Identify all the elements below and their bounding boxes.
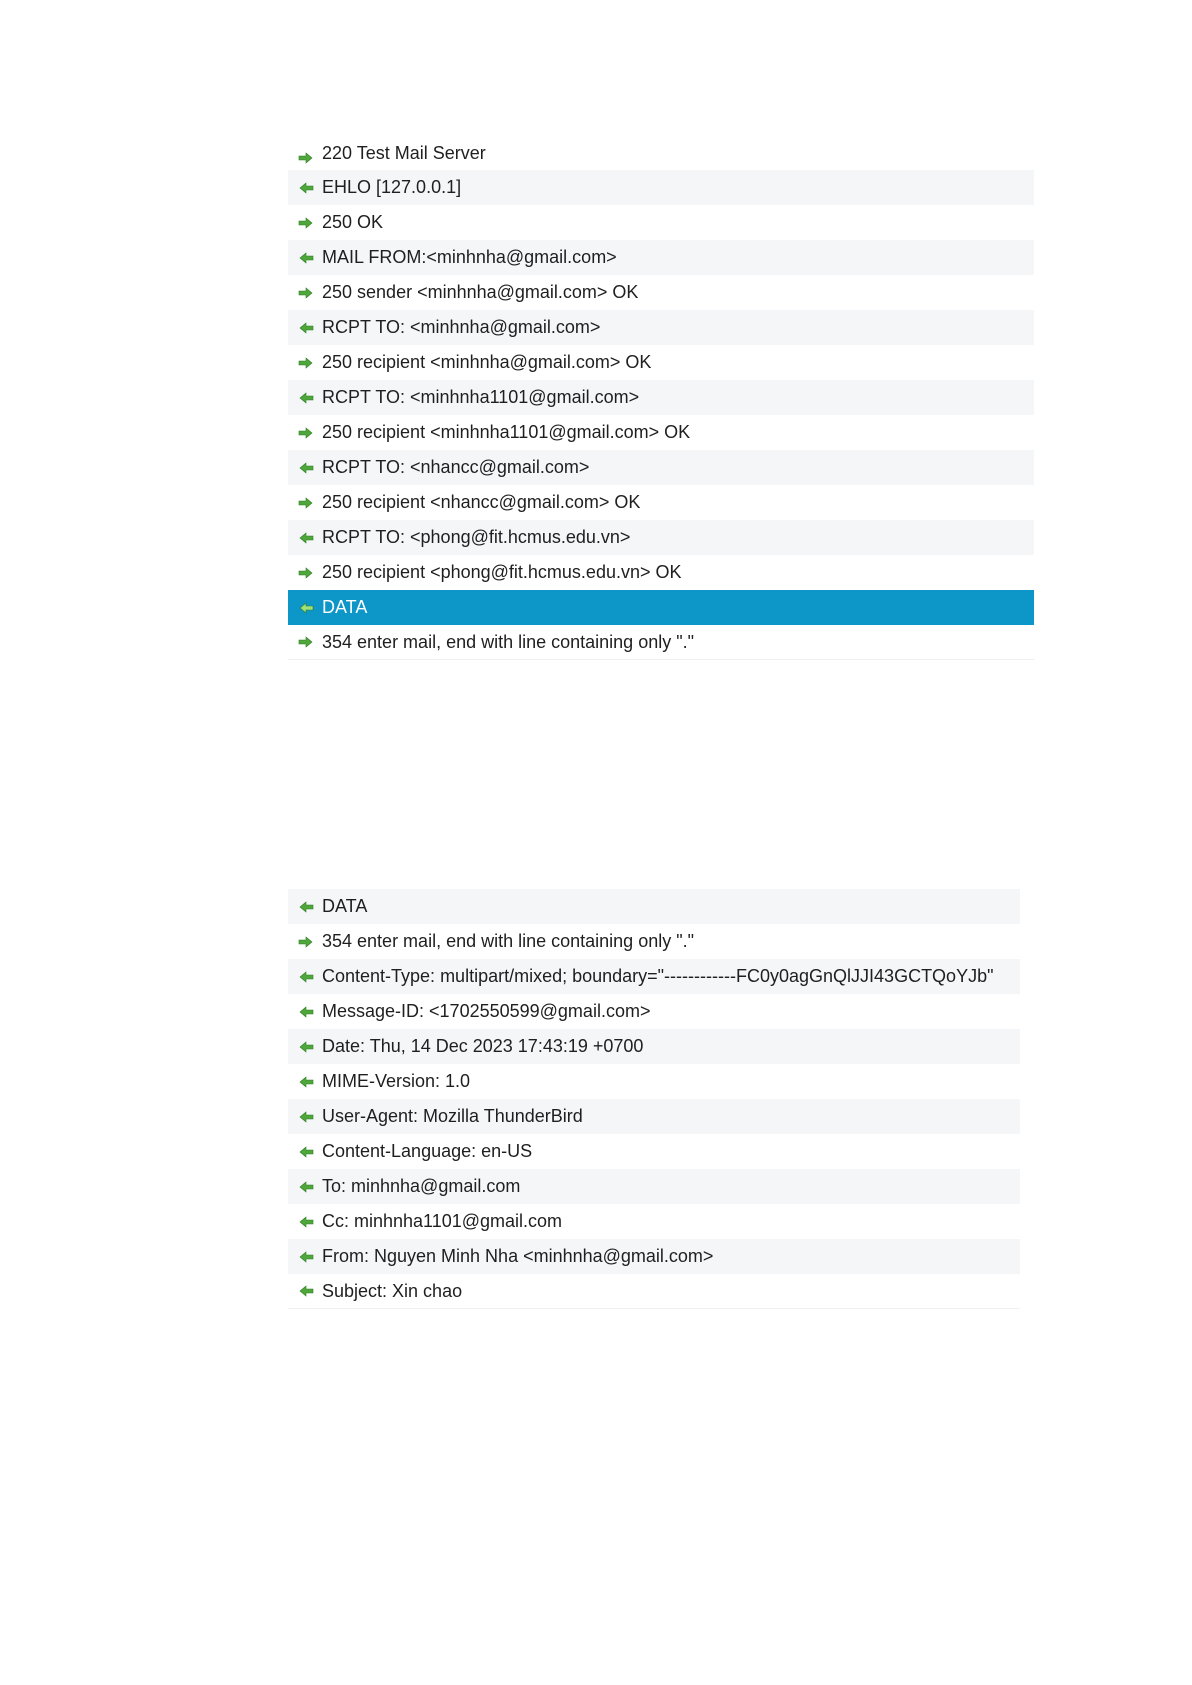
- log-entry-text: RCPT TO: <nhancc@gmail.com>: [322, 457, 590, 477]
- log-entry-text: From: Nguyen Minh Nha <minhnha@gmail.com>: [322, 1246, 714, 1266]
- log-entry-text: Cc: minhnha1101@gmail.com: [322, 1211, 563, 1231]
- log-entry-text: DATA: [322, 896, 368, 916]
- arrow-left-icon: [298, 1181, 314, 1193]
- log-entry-text: RCPT TO: <minhnha@gmail.com>: [322, 317, 601, 337]
- log-entry-text: EHLO [127.0.0.1]: [322, 177, 462, 197]
- arrow-right-icon: [298, 567, 314, 579]
- log-entry[interactable]: [288, 1274, 1020, 1309]
- log-entry[interactable]: [288, 345, 1034, 380]
- log-entry-text: 250 recipient <minhnha@gmail.com> OK: [322, 352, 652, 372]
- log-entry-selected[interactable]: [288, 590, 1034, 625]
- log-entry[interactable]: [288, 555, 1034, 590]
- arrow-left-icon: [298, 901, 314, 913]
- arrow-left-icon: [298, 1285, 314, 1297]
- arrow-right-icon: [298, 497, 314, 509]
- arrow-left-icon: [298, 392, 314, 404]
- smtp-log-bottom: [288, 889, 1020, 1309]
- arrow-left-icon: [298, 462, 314, 474]
- log-entry[interactable]: [288, 889, 1020, 924]
- arrow-left-icon: [298, 182, 314, 194]
- log-entry-text: 250 recipient <minhnha1101@gmail.com> OK: [322, 422, 691, 442]
- log-entry[interactable]: [288, 1169, 1020, 1204]
- log-entry-text: RCPT TO: <minhnha1101@gmail.com>: [322, 387, 640, 407]
- arrow-right-icon: [298, 287, 314, 299]
- arrow-right-icon: [298, 357, 314, 369]
- log-entry-text: 354 enter mail, end with line containing only ".": [322, 931, 694, 951]
- arrow-right-icon: [298, 427, 314, 439]
- log-entry[interactable]: [288, 485, 1034, 520]
- arrow-left-icon: [298, 1041, 314, 1053]
- log-entry-text: DATA: [322, 597, 368, 617]
- arrow-right-icon: [298, 217, 314, 229]
- log-entry-text: To: minhnha@gmail.com: [322, 1176, 521, 1196]
- arrow-left-icon: [298, 1146, 314, 1158]
- log-entry-text: 354 enter mail, end with line containing only ".": [322, 631, 694, 652]
- smtp-log-top: [288, 138, 1034, 660]
- log-entry[interactable]: [288, 625, 1034, 660]
- log-entry[interactable]: [288, 994, 1020, 1029]
- arrow-left-icon: [298, 1216, 314, 1228]
- log-entry[interactable]: [288, 1204, 1020, 1239]
- log-entry-text: Subject: Xin chao: [322, 1280, 463, 1301]
- arrow-left-icon: [298, 252, 314, 264]
- log-entry-text: 250 OK: [322, 212, 384, 232]
- log-entry[interactable]: [288, 310, 1034, 345]
- log-entry[interactable]: [288, 380, 1034, 415]
- log-entry-text: 250 recipient <phong@fit.hcmus.edu.vn> OK: [322, 562, 682, 582]
- log-entry-text: 220 Test Mail Server: [322, 143, 486, 163]
- log-entry[interactable]: [288, 1239, 1020, 1274]
- log-entry[interactable]: [288, 415, 1034, 450]
- log-entry-text: RCPT TO: <phong@fit.hcmus.edu.vn>: [322, 527, 631, 547]
- log-entry-text: MIME-Version: 1.0: [322, 1071, 471, 1091]
- log-entry[interactable]: [288, 959, 1020, 994]
- arrow-right-icon: [298, 636, 314, 648]
- arrow-left-icon: [298, 1006, 314, 1018]
- arrow-right-icon: [298, 152, 314, 164]
- log-entry[interactable]: [288, 1134, 1020, 1169]
- log-entry[interactable]: [288, 240, 1034, 275]
- arrow-left-icon: [298, 602, 314, 614]
- log-entry-text: User-Agent: Mozilla ThunderBird: [322, 1106, 583, 1126]
- arrow-left-icon: [298, 532, 314, 544]
- arrow-left-icon: [298, 971, 314, 983]
- log-entry-text: 250 recipient <nhancc@gmail.com> OK: [322, 492, 641, 512]
- log-entry-text: 250 sender <minhnha@gmail.com> OK: [322, 282, 639, 302]
- log-entry[interactable]: [288, 205, 1034, 240]
- log-entry-text: Content-Language: en-US: [322, 1141, 533, 1161]
- log-entry[interactable]: [288, 1064, 1020, 1099]
- arrow-left-icon: [298, 1251, 314, 1263]
- arrow-left-icon: [298, 1111, 314, 1123]
- log-entry[interactable]: [288, 924, 1020, 959]
- log-entry[interactable]: [288, 138, 1034, 170]
- arrow-left-icon: [298, 1076, 314, 1088]
- log-entry[interactable]: [288, 170, 1034, 205]
- log-entry[interactable]: [288, 520, 1034, 555]
- log-entry-text: MAIL FROM:<minhnha@gmail.com>: [322, 247, 617, 267]
- log-entry-text: Content-Type: multipart/mixed; boundary="------------FC0y0agGnQlJJI43GCTQoYJb": [322, 966, 994, 986]
- log-entry[interactable]: [288, 1029, 1020, 1064]
- log-entry[interactable]: [288, 275, 1034, 310]
- log-entry[interactable]: [288, 1099, 1020, 1134]
- arrow-right-icon: [298, 936, 314, 948]
- log-entry-text: Message-ID: <1702550599@gmail.com>: [322, 1001, 651, 1021]
- log-entry[interactable]: [288, 450, 1034, 485]
- log-entry-text: Date: Thu, 14 Dec 2023 17:43:19 +0700: [322, 1036, 644, 1056]
- arrow-left-icon: [298, 322, 314, 334]
